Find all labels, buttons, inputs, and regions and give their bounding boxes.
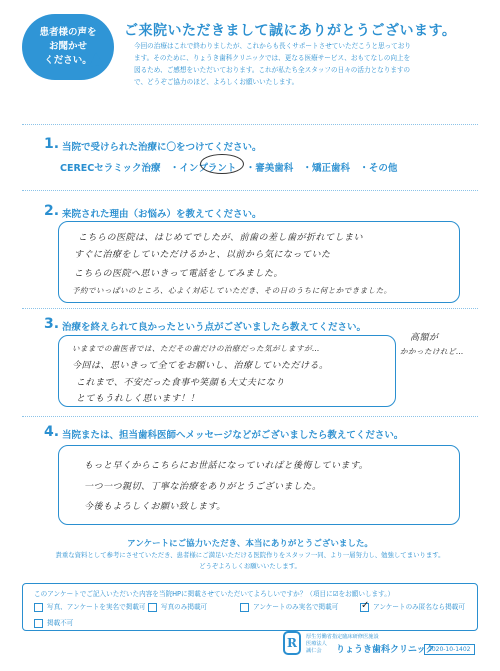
clinic-credential-line: 医療法人 [306, 641, 327, 647]
thanks-line: 貴重な資料として参考にさせていただき、患者様にご満足いただける医院作りをスタッフ一同、より一層努力し、勉強してまいります。 [55, 551, 445, 559]
badge-line: 患者様の声を [39, 27, 97, 38]
divider [22, 190, 478, 191]
clinic-name: りょうき歯科クリニック [336, 645, 435, 655]
document-code: 2020-10-1402 [424, 644, 475, 655]
intro-line: 図るため、ご感想をいただいております。これが私たち全スタッフの日々の活力となりますの [134, 66, 411, 74]
publish-option-label: 掲載不可 [47, 619, 74, 627]
badge-line: お聞かせ [48, 41, 87, 52]
q1-number: 1. [44, 136, 60, 152]
thanks-heading: アンケートにご協力いただき、本当にありがとうございました。 [127, 539, 373, 549]
q3-text: 治療を終えられて良かったという点がございましたら教えてください。 [62, 322, 367, 333]
q4-answer-line: もっと早くからこちらにお世話になっていればと後悔しています。 [84, 461, 369, 471]
publish-option[interactable] [240, 601, 338, 612]
thanks-text [0, 550, 500, 572]
intro-text [134, 40, 484, 88]
intro-line: で、どうぞご協力のほど、よろしくお願いいたします。 [134, 78, 299, 86]
checkbox[interactable] [240, 603, 249, 612]
divider [22, 124, 478, 125]
checkbox[interactable] [148, 603, 157, 612]
q4-text: 当院または、担当歯科医師へメッセージなどがございましたら教えてください。 [62, 430, 404, 441]
clinic-credential-line: 厚生労働省指定臨床研修医施設 [306, 634, 379, 640]
publish-option-label: 写真のみ掲載可 [161, 603, 208, 611]
q3-answer-line: いままでの歯医者では、ただその歯だけの治療だった気がしますが… [72, 344, 320, 353]
q4-answer-line: 今後もよろしくお願い致します。 [84, 502, 226, 512]
thanks-line: どうぞよろしくお願いいたします。 [199, 562, 301, 570]
checkbox[interactable] [34, 619, 43, 628]
q2-answer-line: 予約でいっぱいのところ、心よく対応していただき、その日のうちに何とかできました。 [72, 286, 392, 295]
q2-text: 来院された理由（お悩み）を教えてください。 [62, 209, 262, 220]
q4-number: 4. [44, 424, 60, 440]
option-other[interactable]: ・その他 [359, 163, 398, 174]
divider [22, 308, 478, 309]
badge-line: ください。 [44, 55, 92, 66]
publish-option-label: アンケートのみ匿名なら掲載可 [373, 603, 465, 611]
q3-number: 3. [44, 316, 60, 332]
q2-answer-line: すぐに治療をしていただけるかと、以前から気になっていた [74, 250, 331, 260]
q2-number: 2. [44, 203, 60, 219]
option-implant[interactable]: ・インプラント [169, 163, 237, 174]
publish-option-label: 写真、アンケートを実名で掲載可 [47, 603, 146, 611]
checkbox-checked[interactable] [360, 603, 369, 612]
publish-option[interactable] [34, 601, 146, 612]
option-cerec[interactable]: CERECセラミック治療 [60, 163, 161, 174]
publish-question: このアンケートでご記入いただいた内容を当院HPに掲載させていただいてよろしいですか？（項目に☑をお願いします。） [34, 590, 395, 598]
q3-margin-note: かかったけれど… [400, 347, 464, 356]
q3-answer-line: 今回は、思いきって全てをお願いし、治療していただける。 [72, 361, 329, 371]
selection-circle [200, 154, 244, 174]
q3-answer-line: とてもうれしく思います！！ [76, 394, 200, 404]
clinic-logo-icon: R [283, 631, 301, 655]
divider [22, 416, 478, 417]
publish-option[interactable] [148, 601, 207, 612]
intro-line: ます。そのために、りょうき歯科クリニックでは、更なる医療サービス、おもてなしの向上を [134, 54, 411, 62]
publish-option[interactable] [34, 617, 73, 628]
clinic-credential-line: 誠仁会 [306, 648, 322, 654]
publish-option[interactable] [360, 601, 465, 612]
q3-margin-note: 高額が [410, 333, 439, 343]
q2-answer-line: こちらの医院は、はじめてでしたが、前歯の差し歯が折れてしまい [78, 233, 364, 243]
q2-answer-line: こちらの医院へ思いきって電話をしてみました。 [74, 269, 284, 279]
option-aesthetic[interactable]: ・審美歯科 [245, 163, 294, 174]
publish-option-label: アンケートのみ実名で掲載可 [253, 603, 339, 611]
q1-text: 当院で受けられた治療に〇をつけてください。 [62, 142, 262, 153]
option-orthodontic[interactable]: ・矯正歯科 [302, 163, 351, 174]
q3-answer-line: これまで、不安だった食事や笑顔も大丈夫になり [76, 378, 285, 388]
q4-answer-line: 一つ一つ親切、丁寧な治療をありがとうございました。 [84, 482, 322, 492]
intro-line: 今回の治療はこれで終わりましたが、これからも長くサポートさせていただこうと思っており [134, 42, 411, 50]
checkbox[interactable] [34, 603, 43, 612]
page-title: ご来院いただきまして誠にありがとうございます。 [124, 23, 457, 39]
